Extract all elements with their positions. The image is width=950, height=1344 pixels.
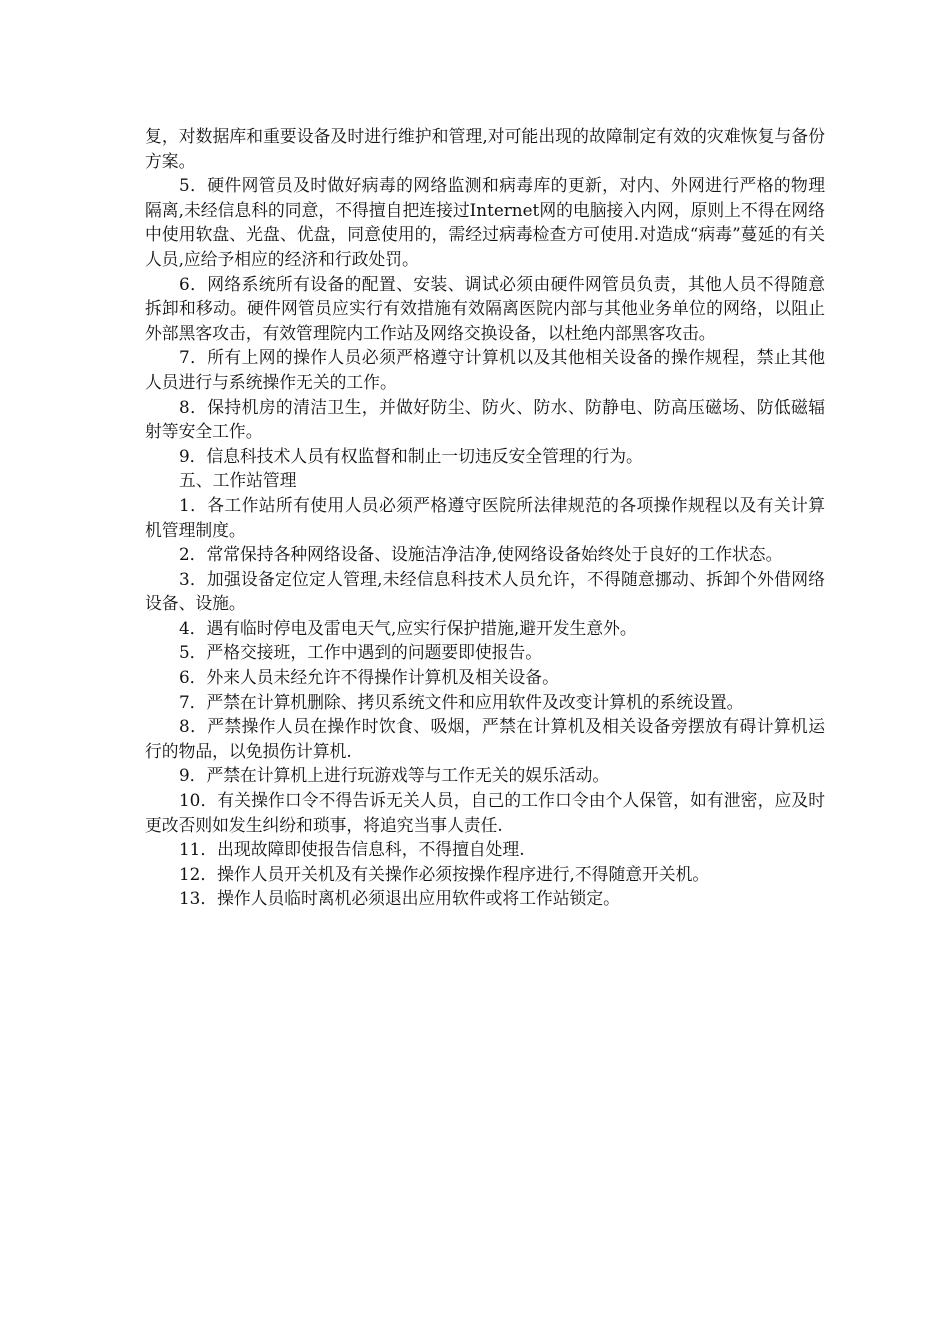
paragraph-item-7-operating-rules: 7．所有上网的操作人员必须严格遵守计算机以及其他相关设备的操作规程，禁止其他人员进行与系统操作无关的工作。: [145, 347, 825, 392]
paragraph-item-5-antivirus: 5．硬件网管员及时做好病毒的网络监测和病毒库的更新，对内、外网进行严格的物理隔离,未经信息科的同意，不得擅自把连接过Internet网的电脑接入内网，原则上不得在网络中使用软盘、光盘、优盘，同意使用的，需经过病毒检查方可使用.对造成“病毒”蔓延的有关人员,应给予相应的经济和行政处罚。: [145, 175, 825, 269]
document-page: [145, 124, 825, 911]
paragraph-ws-item-4: 4．遇有临时停电及雷电天气,应实行保护措施,避开发生意外。: [179, 617, 637, 638]
paragraph-ws-item-7: 7．严禁在计算机删除、拷贝系统文件和应用软件及改变计算机的系统设置。: [179, 691, 744, 712]
paragraph-ws-item-13: 13．操作人员临时离机必须退出应用软件或将工作站锁定。: [179, 888, 620, 909]
section-heading-workstation: 五、工作站管理: [179, 470, 297, 491]
paragraph-ws-item-5: 5．严格交接班，工作中遇到的问题要即使报告。: [179, 642, 543, 663]
paragraph-item-9-supervision: 9．信息科技术人员有权监督和制止一切违反安全管理的行为。: [179, 445, 643, 466]
paragraph-ws-item-6: 6．外来人员未经允许不得操作计算机及相关设备。: [179, 667, 559, 688]
paragraph-item-8-machine-room: 8．保持机房的清洁卫生，并做好防尘、防火、防水、防静电、防高压磁场、防低磁辐射等安全工作。: [145, 396, 825, 442]
paragraph-ws-item-11: 11．出现故障即使报告信息科，不得擅自处理.: [179, 839, 525, 860]
paragraph-item-6-network-devices: 6．网络系统所有设备的配置、安装、调试必须由硬件网管员负责，其他人员不得随意拆卸和移动。硬件网管员应实行有效措施有效隔离医院内部与其他业务单位的网络，以阻止外部黑客攻击，有效管理院内工作站及网络交换设备，以杜绝内部黑客攻击。: [145, 273, 825, 343]
paragraph-ws-item-2: 2．常常保持各种网络设备、设施洁净洁净,使网络设备始终处于良好的工作状态。: [179, 544, 783, 565]
paragraph-ws-item-8: 8．严禁操作人员在操作时饮食、吸烟，严禁在计算机及相关设备旁摆放有碍计算机运行的物品，以免损伤计算机.: [145, 716, 825, 761]
paragraph-ws-item-3: 3．加强设备定位定人管理,未经信息科技术人员允许，不得随意挪动、拆卸个外借网络设备、设施。: [145, 568, 825, 614]
paragraph-ws-item-12: 12．操作人员开关机及有关操作必须按操作程序进行,不得随意开关机。: [179, 863, 710, 884]
paragraph-ws-item-10: 10．有关操作口令不得告诉无关人员，自己的工作口令由个人保管，如有泄密，应及时更改否则如发生纠纷和琐事，将追究当事人责任.: [145, 790, 825, 835]
paragraph-ws-item-1: 1．各工作站所有使用人员必须严格遵守医院所法律规范的各项操作规程以及有关计算机管理制度。: [145, 494, 825, 540]
paragraph-continuation: 复，对数据库和重要设备及时进行维护和管理,对可能出现的故障制定有效的灾难恢复与备份方案。: [145, 126, 825, 171]
paragraph-ws-item-9: 9．严禁在计算机上进行玩游戏等与工作无关的娱乐活动。: [179, 765, 610, 786]
